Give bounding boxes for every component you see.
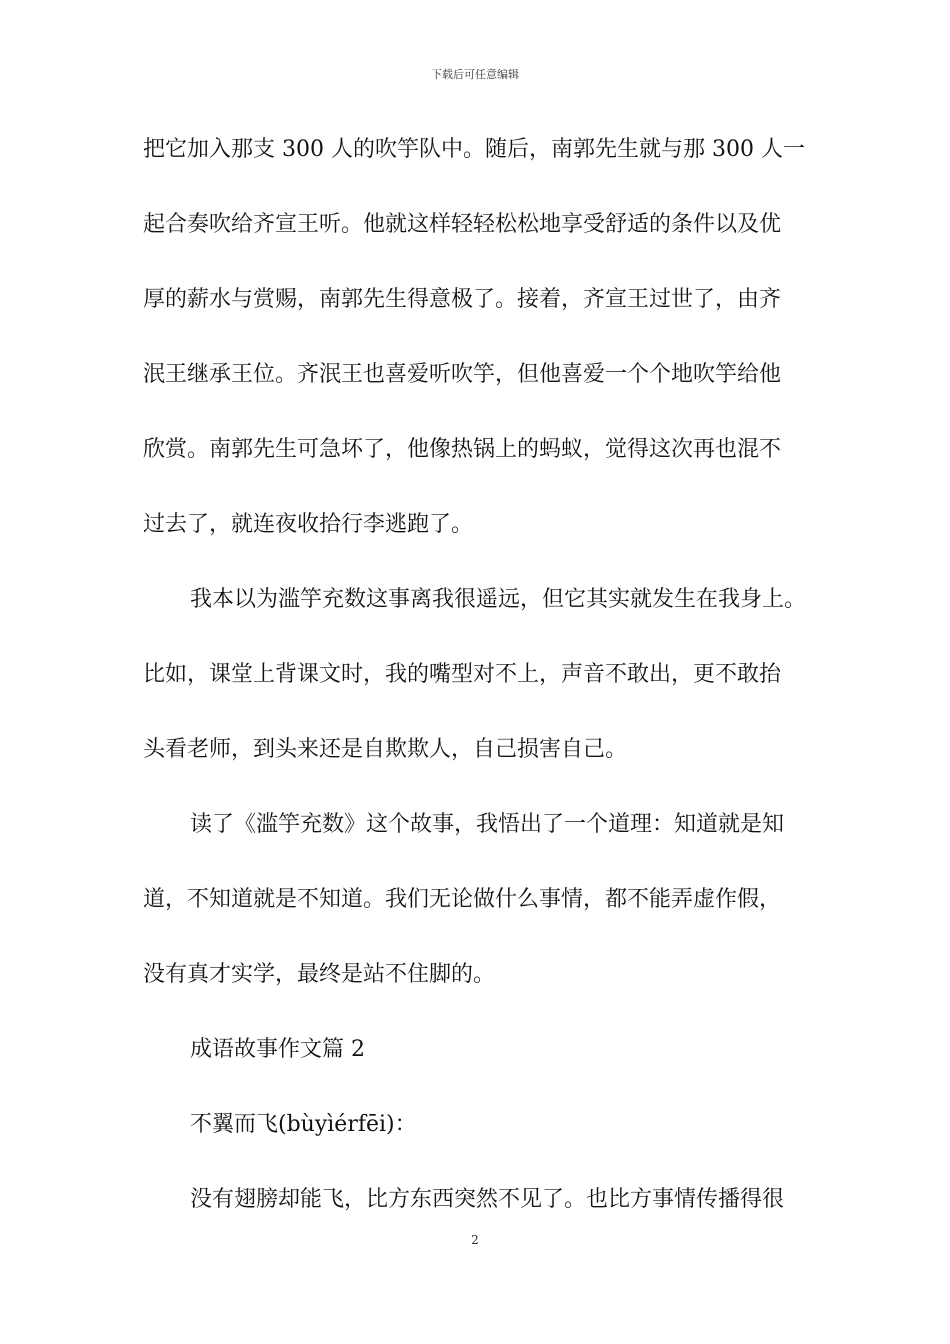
text-line: 起合奏吹给齐宣王听。他就这样轻轻松松地享受舒适的条件以及优 xyxy=(143,212,782,237)
text-line: 比如，课堂上背课文时，我的嘴型对不上，声音不敢出，更不敢抬 xyxy=(143,662,782,687)
document-body xyxy=(143,122,813,1247)
page-number: 2 xyxy=(471,1233,479,1247)
text-line: 读了《滥竽充数》这个故事，我悟出了一个道理：知道就是知 xyxy=(190,812,785,837)
text-line: 我本以为滥竽充数这事离我很遥远，但它其实就发生在我身上。 xyxy=(190,587,807,612)
page-header-note: 下载后可任意编辑 xyxy=(431,68,519,81)
text-line: 没有翅膀却能飞，比方东西突然不见了。也比方事情传播得很 xyxy=(190,1187,785,1212)
text-line: 泯王继承王位。齐泯王也喜爱听吹竽，但他喜爱一个个地吹竽给他 xyxy=(143,362,782,387)
section-heading: 成语故事作文篇 2 xyxy=(190,1037,365,1062)
text-line: 厚的薪水与赏赐，南郭先生得意极了。接着，齐宣王过世了，由齐 xyxy=(143,287,782,312)
text-line: 道，不知道就是不知道。我们无论做什么事情，都不能弄虚作假， xyxy=(143,887,782,912)
text-line: 把它加入那支 300 人的吹竽队中。随后，南郭先生就与那 300 人一 xyxy=(143,137,805,162)
idiom-title: 不翼而飞(bùyìérfēi)： xyxy=(190,1112,417,1137)
text-line: 过去了，就连夜收拾行李逃跑了。 xyxy=(143,512,474,537)
text-line: 欣赏。南郭先生可急坏了，他像热锅上的蚂蚁，觉得这次再也混不 xyxy=(143,437,782,462)
text-line: 没有真才实学，最终是站不住脚的。 xyxy=(143,962,496,987)
text-line: 头看老师，到头来还是自欺欺人，自己损害自己。 xyxy=(143,737,628,762)
